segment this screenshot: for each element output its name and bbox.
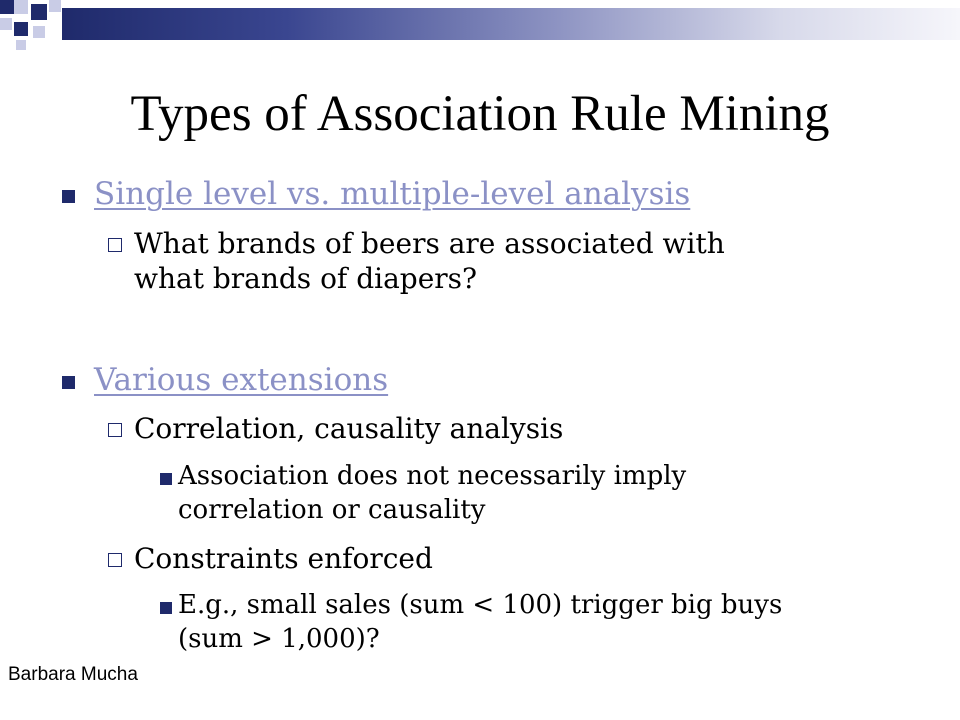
bullet-square-icon (160, 473, 172, 485)
header-square-6 (14, 22, 28, 36)
header-gradient-bar (62, 8, 960, 40)
subitem-correlation-causality: Correlation, causality analysis (134, 412, 564, 445)
header-square-5 (0, 18, 12, 30)
slide-title: Types of Association Rule Mining (130, 86, 830, 142)
hollow-square-bullet-icon (108, 423, 122, 437)
link-single-vs-multiple-level[interactable]: Single level vs. multiple-level analysis (94, 176, 691, 212)
detail-association-line2: correlation or causality (178, 495, 486, 525)
hollow-square-bullet-icon (108, 238, 122, 252)
bullet-square-icon (62, 190, 75, 203)
header-square-7 (33, 26, 45, 38)
detail-association-line1: Association does not necessarily imply (178, 461, 687, 491)
bullet-square-icon (160, 602, 172, 614)
header-square-3 (31, 4, 47, 20)
header-square-4 (49, 0, 61, 12)
header-square-1 (0, 0, 14, 14)
subitem-beers-diapers-line2: what brands of diapers? (134, 262, 478, 295)
bullet-square-icon (62, 376, 75, 389)
footer-author: Barbara Mucha (8, 664, 138, 685)
header-square-8 (16, 40, 26, 50)
hollow-square-bullet-icon (108, 553, 122, 567)
subitem-beers-diapers-line1: What brands of beers are associated with (134, 227, 725, 260)
detail-constraints-line2: (sum > 1,000)? (178, 624, 380, 654)
link-various-extensions[interactable]: Various extensions (94, 362, 389, 398)
detail-constraints-line1: E.g., small sales (sum < 100) trigger big buys (178, 590, 783, 620)
subitem-constraints-enforced: Constraints enforced (134, 542, 433, 575)
header-square-2 (14, 0, 28, 14)
